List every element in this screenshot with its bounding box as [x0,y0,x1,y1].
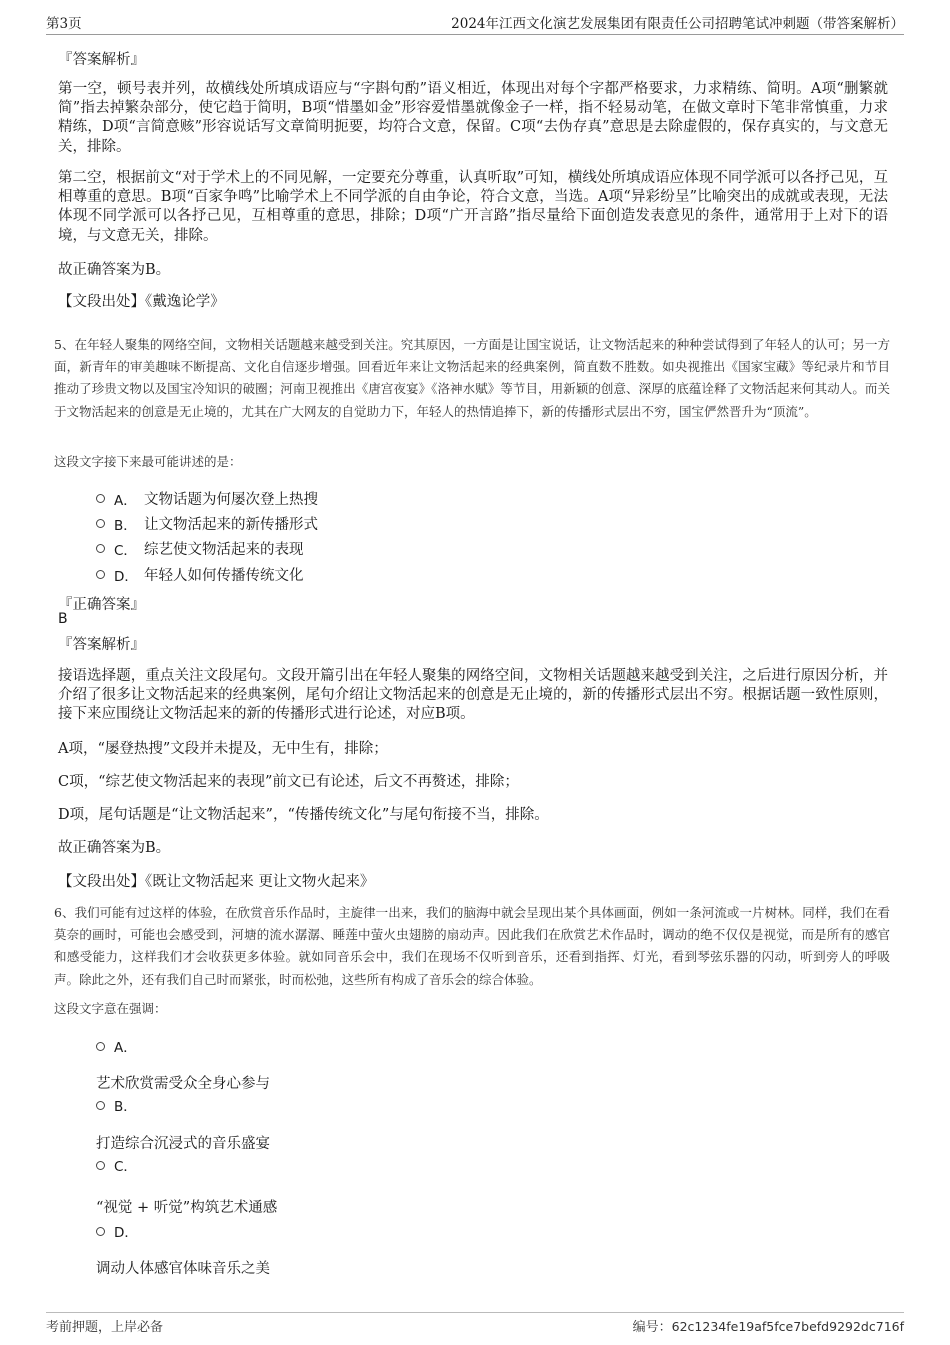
option-text: 年轻人如何传播传统文化 [144,568,304,584]
radio-icon[interactable] [96,494,105,503]
radio-icon[interactable] [96,544,105,553]
q4-analysis-p1: 第一空，顿号表并列，故横线处所填成语应与“字斟句酌”语义相近，体现出对每个字都严格要求，力求精练、简明。A项“删繁就简”指去掉繁杂部分，使它趋于简明，B项“惜墨如金”形容爱惜墨就像金子一样，指不轻易动笔，在做文章时下笔非常慎重，力求精练，D项“言简意赅”形容说话写文章简明扼要，均符合文意，保留。C项“去伪存真”意思是去除虚假的，保存真实的，与文意无关，排除。 [58,81,888,155]
page-header [46,12,904,35]
document-code [633,1316,904,1335]
option-letter: C． [114,1159,137,1175]
q5-c-note: C项，“综艺使文物活起来的表现”前文已有论述，后文不再赘述，排除； [58,774,519,790]
q5-answer: B [58,611,68,627]
radio-icon[interactable] [96,570,105,579]
option-letter: B． [114,1099,137,1115]
option-letter: D． [114,1225,138,1241]
q4-analysis-label: 『答案解析』 [58,52,145,68]
option-letter: C． [114,542,137,559]
radio-icon[interactable] [96,1042,105,1051]
q6-option-c[interactable] [96,1155,144,1175]
radio-icon[interactable] [96,519,105,528]
option-text: 文物话题为何屡次登上热搜 [144,492,318,508]
code-label: 编号： [632,1320,672,1335]
page-footer [46,1312,904,1335]
q4-analysis-p2: 第二空，根据前文“对于学术上的不同见解，一定要充分尊重，认真听取”可知，横线处所填成语应体现不同学派可以各抒己见，互相尊重的意思。B项“百家争鸣”比喻学术上不同学派的自由争论，符合文意，当选。A项“异彩纷呈”比喻突出的成就或表现，无法体现不同学派可以各抒己见，互相尊重的意思，排除；D项“广开言路”指尽量给下面创造发表意见的条件，通常用于上对下的语境，与文意无关，排除。 [58,170,888,244]
q6-option-a[interactable] [96,1036,144,1056]
option-letter: A． [114,1040,137,1056]
q5-option-c[interactable] [96,538,304,559]
q4-conclusion: 故正确答案为B。 [58,262,171,278]
option-text: 让文物活起来的新传播形式 [144,517,318,533]
q5-analysis-label: 『答案解析』 [58,637,145,653]
q4-source: 【文段出处】《戴逸论学》 [58,294,225,310]
page-number: 第3页 [46,16,82,32]
option-letter: B． [114,517,137,534]
q5-a-note: A项，“屡登热搜”文段并未提及，无中生有，排除； [58,741,388,757]
q6-stem: 6、我们可能有过这样的体验，在欣赏音乐作品时，主旋律一出来，我们的脑海中就会呈现出某个具体画面，例如一条河流或一片树林。同样，我们在看莫奈的画时，可能也会感受到，河塘的流水潺潺、睡莲中萤火虫翅膀的扇动声。因此我们在欣赏艺术作品时，调动的绝不仅仅是视觉，而是所有的感官和感受能力，这样我们才会收获更多体验。就如同音乐会中，我们在现场不仅听到音乐，还看到指挥、灯光，看到琴弦乐器的闪动，听到旁人的呼吸声。除此之外，还有我们自己时而紧张，时而松弛，这些所有构成了音乐会的综合体验。 [54,905,890,987]
q5-conclusion: 故正确答案为B。 [58,840,171,856]
radio-icon[interactable] [96,1161,105,1170]
q5-option-b[interactable] [96,513,318,534]
q5-stem: 5、在年轻人聚集的网络空间，文物相关话题越来越受到关注。究其原因，一方面是让国宝说话，让文物活起来的种种尝试得到了年轻人的认可；另一方面，新青年的审美趣味不断提高、文化自信逐步增强。回看近年来让文物活起来的经典案例，简直数不胜数。如央视推出《国家宝藏》等纪录片和节目推动了珍贵文物以及国宝冷知识的破圈；河南卫视推出《唐宫夜宴》《洛神水赋》等节目，用新颖的创意、深厚的底蕴诠释了文物活起来何其动人。而关于文物活起来的创意是无止境的，尤其在广大网友的自觉助力下，年轻人的热情追捧下，新的传播形式层出不穷，国宝俨然晋升为“顶流”。 [54,337,890,419]
q5-source: 【文段出处】《既让文物活起来 更让文物火起来》 [58,874,375,890]
q5-option-a[interactable] [96,488,318,509]
code-value: 62c1234fe19af5fce7befd9292dc716f [671,1319,904,1334]
q6-option-a-text: 艺术欣赏需受众全身心参与 [96,1076,270,1092]
radio-icon[interactable] [96,1101,105,1110]
q6-option-b[interactable] [96,1095,144,1115]
q6-option-b-text: 打造综合沉浸式的音乐盛宴 [96,1136,270,1152]
q6-option-d[interactable] [96,1221,144,1241]
q5-analysis: 接语选择题，重点关注文段尾句。文段开篇引出在年轻人聚集的网络空间，文物相关话题越来越受到关注，之后进行原因分析，并介绍了很多让文物活起来的经典案例，尾句介绍让文物活起来的创意是无止境的，新的传播形式层出不穷。根据话题一致性原则，接下来应围绕让文物活起来的新的传播形式进行论述，对应B项。 [58,668,888,723]
footer-slogan: 考前押题，上岸必备 [46,1320,164,1335]
q5-d-note: D项，尾句话题是“让文物活起来”，“传播传统文化”与尾句衔接不当，排除。 [58,807,549,823]
q6-option-d-text: 调动人体感官体味音乐之美 [96,1261,270,1277]
q5-prompt: 这段文字接下来最可能讲述的是： [54,454,242,469]
q6-option-c-text: “视觉 + 听觉”构筑艺术通感 [96,1200,278,1216]
radio-icon[interactable] [96,1227,105,1236]
option-text: 综艺使文物活起来的表现 [144,542,304,558]
q6-prompt: 这段文字意在强调： [54,1001,167,1016]
q5-option-d[interactable] [96,564,304,585]
option-letter: D． [114,568,138,585]
document-title: 2024年江西文化演艺发展集团有限责任公司招聘笔试冲刺题（带答案解析） [451,16,904,32]
q5-answer-label: 『正确答案』 [58,597,145,613]
option-letter: A． [114,492,137,509]
